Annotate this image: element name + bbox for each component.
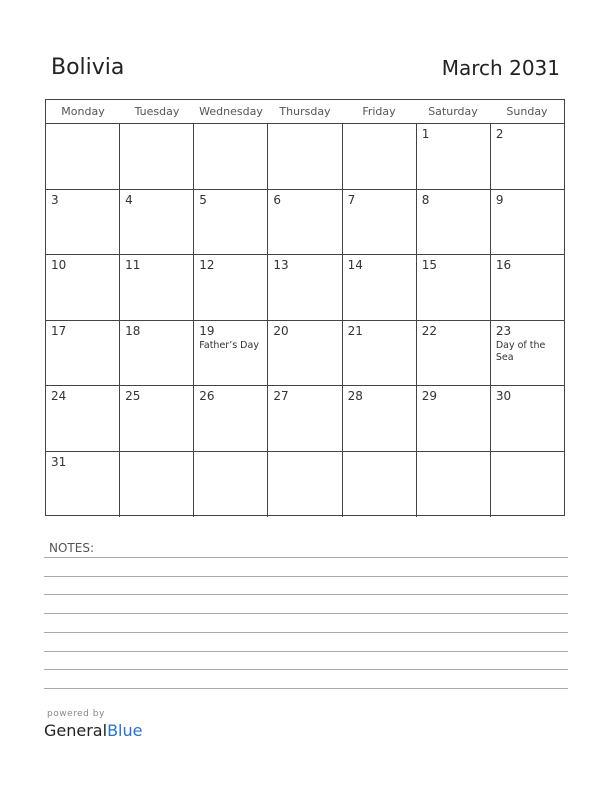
calendar-day-cell xyxy=(491,386,564,451)
calendar-day-cell xyxy=(343,321,417,386)
weekday-thursday: Thursday xyxy=(279,105,331,118)
calendar-day-cell xyxy=(491,452,564,518)
calendar-day-cell xyxy=(343,255,417,320)
day-number: 10 xyxy=(51,258,67,272)
calendar-day-cell xyxy=(120,452,194,518)
calendar-day-cell xyxy=(120,190,194,255)
calendar-day-cell xyxy=(491,321,564,386)
calendar-day-cell xyxy=(194,255,268,320)
calendar-day-cell xyxy=(343,190,417,255)
day-number: 29 xyxy=(421,389,437,403)
calendar-day-cell xyxy=(417,124,491,189)
day-number: 20 xyxy=(273,323,289,338)
notes-line xyxy=(44,594,568,595)
calendar-day-cell xyxy=(417,321,491,386)
day-number: 13 xyxy=(273,258,289,272)
calendar-day-cell xyxy=(268,190,342,255)
calendar-week-row xyxy=(46,190,564,256)
calendar-day-cell xyxy=(46,124,120,189)
weekday-monday: Monday xyxy=(61,105,105,118)
calendar-day-cell xyxy=(46,190,120,255)
calendar-day-cell xyxy=(268,124,342,189)
weekday-friday: Friday xyxy=(362,105,396,118)
calendar-day-cell xyxy=(417,190,491,255)
calendar-day-cell xyxy=(268,452,342,518)
calendar-week-row xyxy=(46,386,564,452)
day-number: 19 xyxy=(199,323,215,338)
month-year-title: March 2031 xyxy=(441,56,560,80)
calendar-day-cell xyxy=(120,124,194,189)
calendar-day-cell xyxy=(194,452,268,518)
calendar-day-cell xyxy=(343,124,417,189)
weekday-tuesday: Tuesday xyxy=(134,105,180,118)
calendar-week-row xyxy=(46,321,564,387)
day-number: 4 xyxy=(125,192,133,207)
notes-label: NOTES: xyxy=(49,541,94,555)
day-number: 5 xyxy=(199,192,207,207)
day-number: 18 xyxy=(125,323,141,338)
calendar-day-cell xyxy=(268,255,342,320)
calendar-day-cell xyxy=(46,321,120,386)
day-number: 16 xyxy=(495,258,512,272)
calendar-day-cell xyxy=(46,452,120,518)
notes-line xyxy=(44,557,568,558)
calendar-day-cell xyxy=(46,386,120,451)
day-number: 21 xyxy=(347,323,363,338)
day-number: 1 xyxy=(421,127,430,141)
calendar-day-cell xyxy=(417,255,491,320)
calendar-day-cell xyxy=(46,255,120,320)
weekday-saturday: Saturday xyxy=(428,105,478,118)
day-number: 11 xyxy=(125,258,141,272)
calendar-week-row xyxy=(46,452,564,518)
calendar-day-cell xyxy=(343,452,417,518)
calendar-day-cell xyxy=(417,452,491,518)
calendar-day-cell xyxy=(120,321,194,386)
holiday-label: Father’s Day xyxy=(199,339,259,351)
calendar-day-cell xyxy=(194,190,268,255)
weekday-wednesday: Wednesday xyxy=(199,105,263,118)
calendar-day-cell xyxy=(120,255,194,320)
notes-line xyxy=(44,651,568,652)
day-number: 28 xyxy=(347,389,363,403)
calendar-day-cell xyxy=(120,386,194,451)
notes-line xyxy=(44,576,568,577)
calendar-day-cell xyxy=(491,124,564,189)
calendar-day-cell xyxy=(417,386,491,451)
day-number: 15 xyxy=(421,258,437,272)
calendar-day-cell xyxy=(194,386,268,451)
day-number: 6 xyxy=(273,192,282,207)
weekday-sunday: Sunday xyxy=(506,105,548,118)
day-number: 14 xyxy=(347,258,363,272)
calendar-day-cell xyxy=(268,321,342,386)
calendar-day-cell xyxy=(491,190,564,255)
day-number: 22 xyxy=(421,323,437,338)
day-number: 24 xyxy=(51,389,67,403)
notes-line xyxy=(44,669,568,670)
notes-line xyxy=(44,688,568,689)
day-number: 12 xyxy=(199,258,215,272)
weekday-header-row xyxy=(46,100,564,124)
calendar-day-cell xyxy=(194,124,268,189)
brand-blue-text: Blue xyxy=(107,721,143,740)
day-number: 23 xyxy=(495,323,512,338)
notes-line xyxy=(44,613,568,614)
day-number: 30 xyxy=(495,389,512,403)
holiday-label: Day of the Sea xyxy=(495,339,546,363)
calendar-day-cell xyxy=(268,386,342,451)
day-number: 27 xyxy=(273,389,289,403)
day-number: 25 xyxy=(125,389,141,403)
calendar-day-cell xyxy=(194,321,268,386)
day-number: 17 xyxy=(51,323,67,338)
notes-line xyxy=(44,632,568,633)
day-number: 26 xyxy=(199,389,215,403)
day-number: 3 xyxy=(51,192,59,207)
day-number: 2 xyxy=(495,127,504,141)
calendar-grid xyxy=(45,99,565,516)
calendar-week-row xyxy=(46,124,564,190)
brand-logo xyxy=(44,721,142,740)
day-number: 7 xyxy=(347,192,356,207)
brand-general-text: General xyxy=(44,721,108,740)
powered-by-text: powered by xyxy=(47,709,105,719)
calendar-week-row xyxy=(46,255,564,321)
country-title: Bolivia xyxy=(51,55,125,80)
day-number: 9 xyxy=(495,192,504,207)
calendar-day-cell xyxy=(491,255,564,320)
calendar-day-cell xyxy=(343,386,417,451)
day-number: 31 xyxy=(51,454,67,469)
day-number: 8 xyxy=(421,192,430,207)
